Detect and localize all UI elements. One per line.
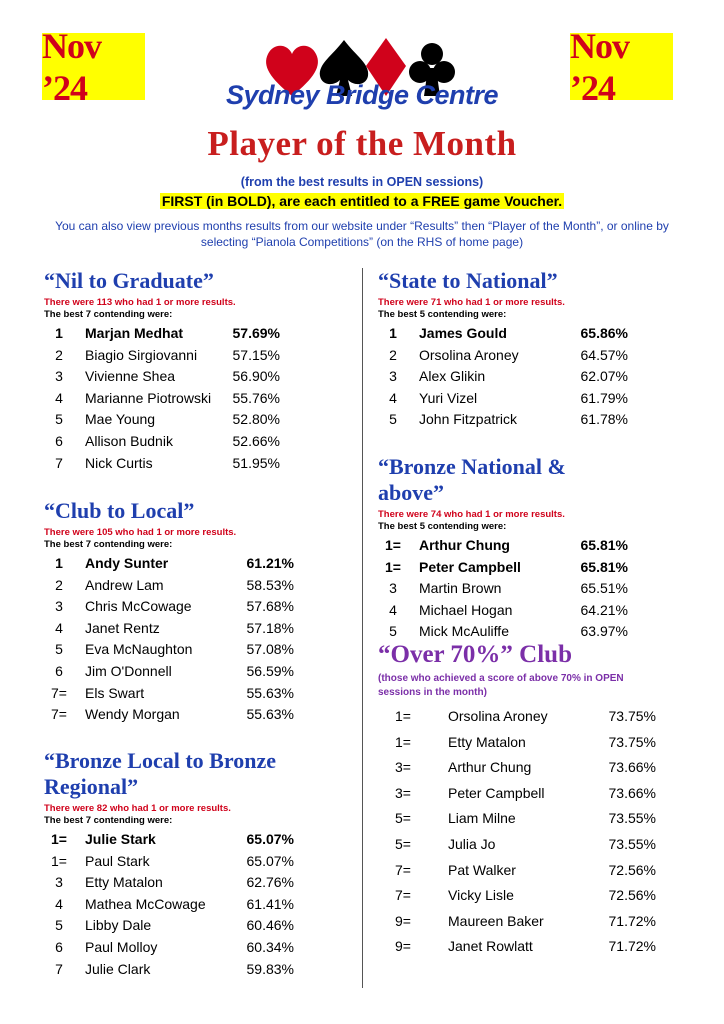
count-note: There were 105 who had 1 or more results. (44, 527, 237, 538)
result-row (44, 661, 294, 683)
result-row (378, 578, 628, 600)
player-score: 61.41% (246, 895, 294, 912)
section-club-to-local (44, 498, 294, 726)
result-row (44, 453, 280, 475)
result-row (44, 388, 280, 410)
player-name: Jim O'Donnell (85, 662, 172, 679)
player-score: 71.72% (608, 938, 656, 955)
player-name: Liam Milne (448, 810, 516, 827)
over-70-note: (those who achieved a score of above 70% in OPEN sessions in the month) (378, 673, 624, 698)
result-row (44, 553, 294, 575)
section-title-line2: Regional” (44, 774, 139, 799)
subtitle: (from the best results in OPEN sessions) (240, 175, 484, 189)
result-row (44, 366, 280, 388)
results-list (44, 829, 294, 980)
result-rank: 3= (395, 759, 411, 776)
player-score: 65.51% (580, 580, 628, 597)
result-rank: 5= (395, 835, 411, 852)
player-score: 72.56% (608, 861, 656, 878)
result-rank: 3 (55, 368, 63, 385)
section-title (44, 748, 294, 800)
result-rank: 7= (51, 706, 67, 723)
result-row (378, 883, 656, 909)
result-row (378, 557, 628, 579)
player-score: 60.46% (246, 917, 294, 934)
player-score: 64.21% (580, 601, 628, 618)
player-name: James Gould (419, 325, 507, 341)
result-row (378, 806, 656, 832)
result-row (44, 851, 294, 873)
result-row (378, 621, 628, 643)
info-text: You can also view previous months results from our website under “Results” then “Player of the Month”, or online by selecting “Pianola Competitions” (on the RHS of home page) (55, 219, 669, 249)
section-title: “Nil to Graduate” (44, 268, 214, 293)
best-note: The best 5 contending were: (378, 309, 507, 320)
result-row (44, 683, 294, 705)
brand-name: Sydney Bridge Centre (225, 80, 499, 110)
player-name: Arthur Chung (448, 759, 532, 776)
player-score: 56.90% (232, 368, 280, 385)
result-row (44, 596, 294, 618)
result-row (44, 618, 294, 640)
result-rank: 7= (51, 684, 67, 701)
section-title: “Over 70%” Club (378, 641, 572, 668)
player-name: Biagio Sirgiovanni (85, 346, 198, 363)
result-rank: 3 (389, 580, 397, 597)
player-name: Arthur Chung (419, 537, 510, 553)
result-row (44, 409, 280, 431)
count-note: There were 113 who had 1 or more results. (44, 297, 236, 308)
result-rank: 2 (55, 576, 63, 593)
player-score: 61.79% (580, 389, 628, 406)
section-bronze-local-to-regional (44, 748, 294, 980)
player-name: Andy Sunter (85, 555, 169, 571)
result-rank: 5 (389, 411, 397, 428)
player-score: 72.56% (608, 887, 656, 904)
column-divider (362, 268, 363, 988)
result-rank: 5 (389, 623, 397, 640)
player-name: Orsolina Aroney (419, 346, 519, 363)
result-rank: 4 (55, 389, 63, 406)
player-score: 51.95% (232, 454, 280, 471)
result-rank: 7= (395, 887, 411, 904)
player-score: 56.59% (246, 662, 294, 679)
player-name: Julie Clark (85, 960, 151, 977)
player-name: Mick McAuliffe (419, 623, 509, 640)
result-row (44, 575, 294, 597)
player-name: Andrew Lam (85, 576, 164, 593)
player-name: Chris McCowage (85, 598, 192, 615)
result-rank: 3 (389, 368, 397, 385)
player-score: 60.34% (246, 938, 294, 955)
player-name: Etty Matalon (448, 733, 526, 750)
result-row (44, 872, 294, 894)
player-name: Allison Budnik (85, 432, 173, 449)
player-score: 62.76% (246, 874, 294, 891)
player-score: 73.55% (608, 810, 656, 827)
player-score: 57.69% (232, 325, 280, 341)
count-note: There were 82 who had 1 or more results. (44, 803, 231, 814)
player-score: 73.66% (608, 759, 656, 776)
player-name: Michael Hogan (419, 601, 513, 618)
player-score: 62.07% (580, 368, 628, 385)
player-score: 63.97% (580, 623, 628, 640)
player-score: 58.53% (246, 576, 294, 593)
best-note: The best 5 contending were: (378, 521, 507, 532)
player-score: 59.83% (246, 960, 294, 977)
result-rank: 1 (389, 325, 397, 341)
results-list (378, 704, 656, 960)
player-score: 55.76% (232, 389, 280, 406)
player-score: 57.68% (246, 598, 294, 615)
result-rank: 1 (55, 555, 63, 571)
result-row (378, 388, 628, 410)
player-name: Janet Rentz (85, 619, 160, 636)
result-row (44, 894, 294, 916)
results-list (44, 553, 294, 726)
result-rank: 5 (55, 641, 63, 658)
player-name: Eva McNaughton (85, 641, 193, 658)
result-row (378, 909, 656, 935)
date-badge-left: Nov ’24 (42, 33, 145, 100)
result-row (378, 858, 656, 884)
player-name: Paul Molloy (85, 938, 158, 955)
result-row (378, 832, 656, 858)
result-rank: 9= (395, 938, 411, 955)
result-rank: 7 (55, 960, 63, 977)
player-score: 61.78% (580, 411, 628, 428)
player-score: 73.75% (608, 708, 656, 724)
section-title: “Bronze National & above” (378, 454, 566, 505)
player-name: Vicky Lisle (448, 887, 514, 904)
player-score: 57.08% (246, 641, 294, 658)
voucher-highlight: FIRST (in BOLD), are each entitled to a FREE game Voucher. (161, 193, 563, 209)
player-name: Etty Matalon (85, 874, 163, 891)
result-rank: 1 (55, 325, 63, 341)
result-row (44, 915, 294, 937)
result-row (378, 323, 628, 345)
player-name: Maureen Baker (448, 912, 544, 929)
player-score: 52.66% (232, 432, 280, 449)
result-rank: 9= (395, 912, 411, 929)
result-rank: 5= (395, 810, 411, 827)
result-rank: 1= (395, 733, 411, 750)
player-score: 71.72% (608, 912, 656, 929)
player-name: Julie Stark (85, 831, 156, 847)
result-rank: 6 (55, 662, 63, 679)
player-name: Yuri Vizel (419, 389, 478, 406)
result-row (44, 704, 294, 726)
player-score: 65.81% (580, 558, 628, 575)
player-score: 55.63% (246, 684, 294, 701)
result-row (44, 323, 280, 345)
result-rank: 5 (55, 411, 63, 428)
result-row (44, 829, 294, 851)
result-row (44, 639, 294, 661)
result-row (44, 345, 280, 367)
player-name: Mae Young (85, 411, 156, 428)
result-row (44, 431, 280, 453)
player-name: Julia Jo (448, 835, 496, 852)
result-row (378, 409, 628, 431)
section-nil-to-graduate (44, 268, 280, 474)
player-name: Pat Walker (448, 861, 516, 878)
player-score: 55.63% (246, 706, 294, 723)
player-name: Paul Stark (85, 852, 150, 869)
result-row (378, 730, 656, 756)
section-bronze-national-above (378, 454, 628, 643)
player-name: Vivienne Shea (85, 368, 176, 385)
results-list (378, 535, 628, 643)
player-score: 64.57% (580, 346, 628, 363)
result-row (378, 704, 656, 730)
result-rank: 4 (389, 389, 397, 406)
result-rank: 3= (395, 784, 411, 801)
player-name: Alex Glikin (419, 368, 486, 385)
result-rank: 6 (55, 432, 63, 449)
best-note: The best 7 contending were: (44, 309, 173, 320)
result-rank: 1= (385, 558, 401, 575)
player-score: 73.75% (608, 733, 656, 750)
player-name: Peter Campbell (448, 784, 545, 801)
player-name: Martin Brown (419, 580, 502, 597)
section-over-70-club (378, 642, 656, 960)
result-rank: 3 (55, 874, 63, 891)
result-row (378, 366, 628, 388)
results-list (378, 323, 628, 431)
result-rank: 6 (55, 938, 63, 955)
results-list (44, 323, 280, 474)
page-title: Player of the Month (207, 124, 517, 163)
best-note: The best 7 contending were: (44, 539, 173, 550)
player-name: Janet Rowlatt (448, 938, 533, 955)
player-name: Libby Dale (85, 917, 152, 934)
result-rank: 7= (395, 861, 411, 878)
player-score: 61.21% (246, 555, 294, 571)
player-name: Marianne Piotrowski (85, 389, 212, 406)
result-rank: 1= (51, 831, 67, 847)
result-row (378, 755, 656, 781)
player-name: Peter Campbell (419, 558, 521, 575)
player-name: Els Swart (85, 684, 145, 701)
player-name: Wendy Morgan (85, 706, 180, 723)
result-row (44, 959, 294, 981)
result-rank: 1= (385, 537, 401, 553)
player-name: Marjan Medhat (85, 325, 184, 341)
result-row (44, 937, 294, 959)
count-note: There were 74 who had 1 or more results. (378, 509, 565, 520)
player-score: 65.86% (580, 325, 628, 341)
best-note: The best 7 contending were: (44, 815, 173, 826)
player-score: 52.80% (232, 411, 280, 428)
player-score: 65.81% (580, 537, 628, 553)
section-title: “State to National” (378, 268, 558, 293)
count-note: There were 71 who had 1 or more results. (378, 297, 565, 308)
result-rank: 5 (55, 917, 63, 934)
result-rank: 1= (395, 708, 411, 724)
player-score: 57.15% (232, 346, 280, 363)
player-score: 73.55% (608, 835, 656, 852)
result-row (378, 345, 628, 367)
result-rank: 7 (55, 454, 63, 471)
player-score: 73.66% (608, 784, 656, 801)
section-title-line1: “Bronze Local to Bronze (44, 748, 276, 773)
section-title: “Club to Local” (44, 498, 195, 523)
result-row (378, 535, 628, 557)
result-rank: 4 (389, 601, 397, 618)
result-rank: 1= (51, 852, 67, 869)
result-row (378, 600, 628, 622)
result-rank: 4 (55, 895, 63, 912)
player-name: Orsolina Aroney (448, 708, 548, 724)
player-name: John Fitzpatrick (419, 411, 518, 428)
section-state-to-national (378, 268, 628, 431)
player-score: 65.07% (246, 831, 294, 847)
result-rank: 4 (55, 619, 63, 636)
player-score: 57.18% (246, 619, 294, 636)
date-badge-right: Nov ’24 (570, 33, 673, 100)
result-row (378, 781, 656, 807)
player-name: Nick Curtis (85, 454, 153, 471)
result-rank: 3 (55, 598, 63, 615)
result-row (378, 934, 656, 960)
result-rank: 2 (389, 346, 397, 363)
player-name: Mathea McCowage (85, 895, 206, 912)
player-score: 65.07% (246, 852, 294, 869)
result-rank: 2 (55, 346, 63, 363)
